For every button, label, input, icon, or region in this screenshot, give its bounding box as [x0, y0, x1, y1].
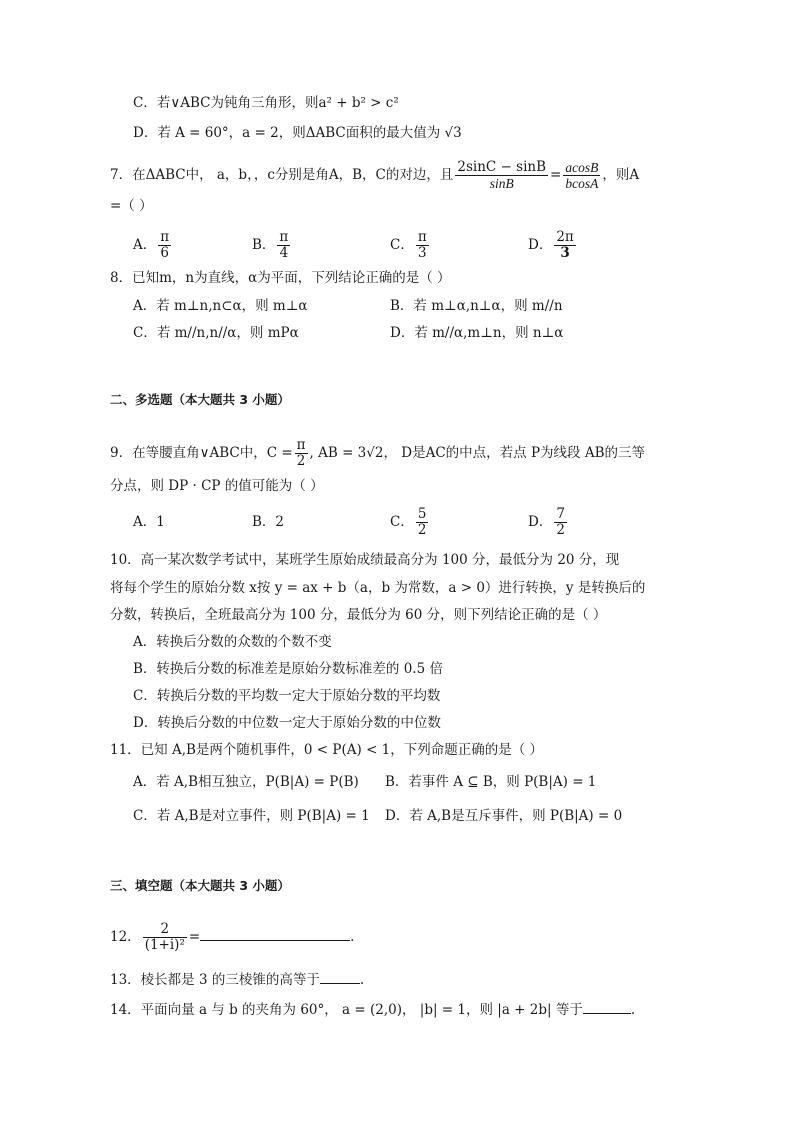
q7-option-d-den: 3 [560, 245, 570, 261]
q12-stem [110, 922, 354, 953]
q13-stem [110, 970, 364, 990]
q11-option-b: B．若事件 A ⊆ B，则 P(B|A) = 1 [385, 774, 597, 790]
q6-option-d: D．若 A = 60°，a = 2，则ΔABC面积的最大值为 √3 [133, 125, 462, 141]
q6-option-c: C．若∨ABC为钝角三角形，则a² + b² > c² [133, 95, 399, 111]
q7-fraction-right-num: acosB [565, 160, 599, 175]
q7-option-d-fraction [554, 230, 575, 261]
q8-option-d: D．若 m//α,m⊥n，则 n⊥α [390, 325, 564, 341]
q9-option-c-label: C． [390, 514, 414, 530]
q11-option-c: C．若 A,B是对立事件，则 P(B|A) = 1 [133, 808, 370, 824]
q7-fraction-left-num: 2sinC − sinB [457, 159, 547, 175]
q7-option-a-label: A． [133, 237, 157, 253]
q13-period: . [359, 972, 365, 988]
q12-equals: = [188, 929, 201, 945]
q14-period: . [630, 1002, 636, 1018]
q12-fraction-den: (1+i)² [144, 937, 185, 953]
q9-angle-den: 2 [296, 453, 306, 469]
q8-option-a: A．若 m⊥n,n⊂α，则 m⊥α [133, 298, 308, 314]
q9-option-a: A．1 [133, 514, 165, 530]
q7-option-c-fraction [416, 230, 429, 261]
q7-stem-tail: ，则A [602, 167, 640, 183]
q10-option-a: A．转换后分数的众数的个数不变 [133, 634, 332, 650]
q7-option-d-label: D． [528, 237, 553, 253]
q7-option-b-label: B． [252, 237, 276, 253]
q14-stem [110, 1000, 635, 1020]
q7-option-a-fraction [158, 230, 171, 261]
q10-option-b: B．转换后分数的标准差是原始分数标准差的 0.5 倍 [133, 661, 443, 677]
q12-answer-blank[interactable] [200, 940, 350, 941]
q7-option-a-num: π [160, 229, 170, 245]
q7-fraction-left [455, 160, 548, 191]
q7-option-b-den: 4 [279, 245, 289, 261]
q12-fraction [143, 922, 187, 953]
q7-option-b [252, 230, 292, 261]
q7-option-c-den: 3 [417, 245, 427, 261]
q7-option-a-den: 6 [160, 245, 169, 261]
q9-stem-tail: , AB = 3√2， D是AC的中点，若点 P为线段 AB的三等 [309, 445, 645, 461]
q7-option-d [528, 230, 578, 261]
q9-option-d-fraction [554, 507, 567, 538]
q9-option-d-label: D． [528, 514, 553, 530]
q9-option-c-fraction [416, 507, 429, 538]
q9-stem [110, 438, 645, 469]
q9-option-d-den: 2 [556, 522, 565, 538]
q14-answer-blank[interactable] [583, 1013, 631, 1014]
q10-option-c: C．转换后分数的平均数一定大于原始分数的平均数 [133, 688, 441, 704]
q7-option-c-num: π [417, 229, 427, 245]
q7-option-c-label: C． [390, 237, 414, 253]
section-multiple-choice-header: 二、多选题（本大题共 3 小题） [110, 392, 290, 407]
q12-label: 12． [110, 929, 141, 945]
q9-option-c-den: 2 [417, 522, 427, 538]
q11-stem: 11．已知 A,B是两个随机事件，0 < P(A) < 1，下列命题正确的是（ ） [110, 742, 544, 758]
q11-option-d: D．若 A,B是互斥事件，则 P(B|A) = 0 [385, 808, 623, 824]
q11-option-a: A．若 A,B相互独立，P(B|A) = P(B) [133, 774, 359, 790]
q12-fraction-num: 2 [143, 922, 187, 938]
q9-stem-line2: 分点，则 DP · CP 的值可能为（ ） [110, 478, 324, 494]
q8-option-b: B．若 m⊥α,n⊥α，则 m//n [390, 298, 563, 314]
q8-option-c: C．若 m//n,n//α，则 mPα [133, 325, 299, 341]
q7-answer-paren: =（ ） [110, 198, 153, 214]
q7-stem [110, 160, 639, 191]
q9-option-d-num: 7 [556, 506, 565, 522]
q7-fraction-right [563, 160, 600, 191]
q12-period: . [350, 929, 355, 945]
q7-option-a [133, 230, 173, 261]
q13-answer-blank[interactable] [320, 983, 360, 984]
q14-text: 14．平面向量 a 与 b 的夹角为 60°， a = (2,0)， |b| = 1，则 |a + 2b| 等于 [110, 1002, 583, 1018]
q8-stem: 8．已知m，n为直线，α为平面，下列结论正确的是（ ） [110, 270, 451, 286]
q7-stem-text: 7．在ΔABC中， a，b，，c分别是角A，B，C的对边，且 [110, 167, 454, 183]
q10-stem-line3: 分数，转换后，全班最高分为 100 分，最低分为 60 分，则下列结论正确的是（ ） [110, 607, 607, 623]
section-fill-blank-header: 三、填空题（本大题共 3 小题） [110, 878, 290, 893]
q7-option-b-num: π [279, 229, 289, 245]
q10-option-d: D．转换后分数的中位数一定大于原始分数的中位数 [133, 715, 441, 731]
q10-stem-line2: 将每个学生的原始分数 x按 y = ax + b（a，b 为常数，a > 0）进行转换，y 是转换后的 [110, 580, 646, 596]
q9-angle-fraction [295, 438, 308, 469]
q10-stem-line1: 10．高一某次数学考试中，某班学生原始成绩最高分为 100 分，最低分为 20 分，现 [110, 552, 620, 568]
q7-fraction-left-den: sinB [489, 176, 514, 191]
q9-angle-num: π [296, 437, 306, 453]
q9-option-c [390, 507, 430, 538]
q7-option-b-fraction [277, 230, 290, 261]
q7-fraction-right-den: bcosA [565, 176, 599, 191]
q7-option-c [390, 230, 431, 261]
q9-option-c-num: 5 [417, 506, 427, 522]
q9-option-b: B．2 [252, 514, 285, 530]
q7-equals: = [550, 167, 562, 183]
q9-stem-text: 9．在等腰直角∨ABC中，C = [110, 445, 293, 461]
q9-option-d [528, 507, 569, 538]
q7-option-d-num: 2π [556, 229, 574, 245]
q13-text: 13．棱长都是 3 的三棱锥的高等于 [110, 972, 320, 988]
